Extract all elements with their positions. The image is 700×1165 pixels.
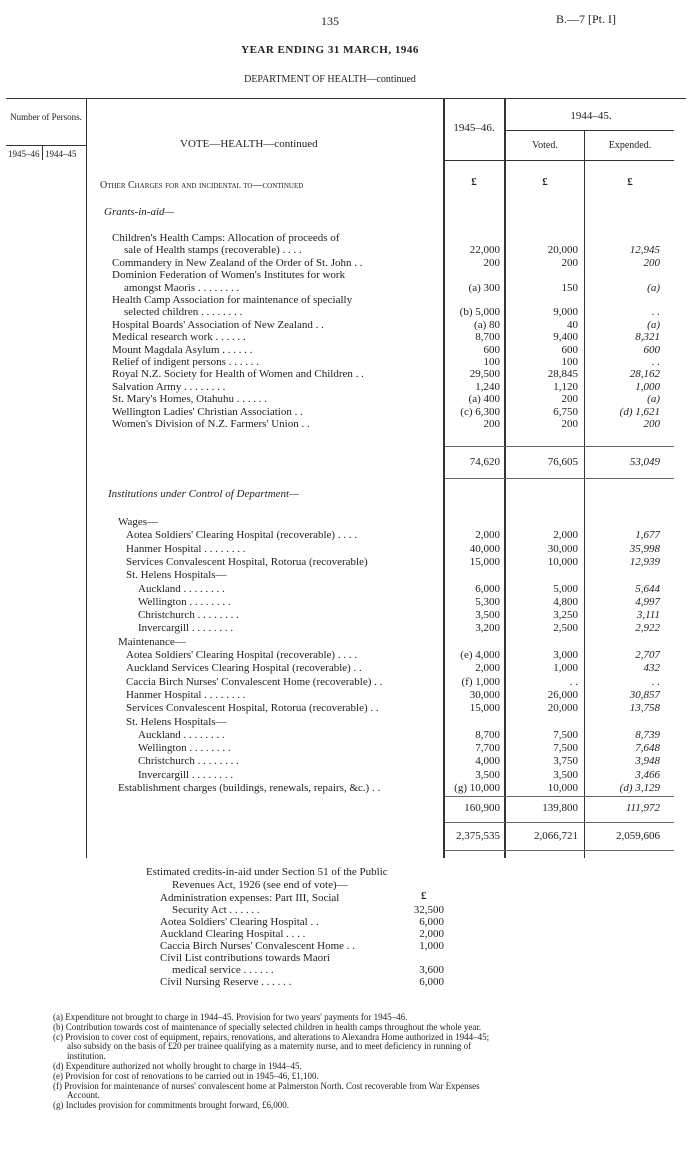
department-subtitle: DEPARTMENT OF HEALTH—continued: [244, 74, 416, 85]
persons-col-1944-45: 1944–45: [45, 149, 77, 159]
institution-row-expended: 12,939: [629, 555, 660, 568]
vote-heading: VOTE—HEALTH—continued: [180, 138, 318, 150]
document-reference: B.—7 [Pt. I]: [556, 12, 616, 26]
grant-row-label: St. Mary's Homes, Otahuhu . . . . . .: [112, 393, 268, 406]
grant-row-label: Royal N.Z. Society for Health of Women and Children . .: [112, 368, 364, 381]
grant-row-expended: 200: [643, 256, 660, 269]
institution-row-expended: 8,739: [635, 728, 660, 741]
grant-row-label: Wellington Ladies' Christian Association . .: [112, 405, 303, 418]
grant-row-est: (a) 400: [468, 393, 500, 406]
institution-row-label: Auckland . . . . . . . .: [138, 582, 225, 595]
grant-row-voted: 200: [561, 418, 578, 430]
grant-row-est: (a) 80: [474, 318, 500, 331]
institution-row-expended: . .: [651, 675, 660, 688]
grants-total-voted: 76,605: [547, 456, 578, 468]
institution-row-label: Maintenance—: [118, 635, 186, 648]
grants-total-bottom-rule: [445, 478, 674, 479]
institution-row-expended: 13,758: [629, 702, 660, 715]
grants-total-rule: [445, 446, 674, 447]
institution-row-expended: 2,922: [635, 622, 660, 635]
institution-row-voted: 30,000: [547, 542, 578, 555]
grant-row-voted: 6,750: [553, 405, 578, 418]
institution-row-voted: 3,750: [553, 755, 578, 768]
institution-row-expended: (d) 3,129: [619, 782, 660, 794]
footnote: (a) Expenditure not brought to charge in 1944–45. Provision for two years' payments for 1945–46.: [53, 1012, 408, 1022]
grant-row-expended: . .: [651, 306, 660, 319]
grand-total-est: 2,375,535: [456, 830, 500, 842]
institution-row-label: Wellington . . . . . . . .: [138, 742, 231, 755]
grant-row-label: amongst Maoris . . . . . . . .: [124, 281, 240, 294]
grant-row-label: Medical research work . . . . . .: [112, 331, 246, 344]
grant-row-label: selected children . . . . . . . .: [124, 306, 243, 319]
credit-row-label: Civil Nursing Reserve . . . . . .: [160, 976, 292, 988]
institution-row-est: 4,000: [475, 755, 500, 768]
institution-row-expended: 3,948: [635, 755, 660, 768]
credit-row-label: Aotea Soldiers' Clearing Hospital . .: [160, 916, 319, 928]
persons-col-1945-46: 1945–46: [8, 149, 40, 159]
grant-row-label: Women's Division of N.Z. Farmers' Union . .: [112, 418, 310, 430]
grant-row-expended: (a): [647, 281, 660, 294]
institution-row-est: 2,000: [475, 529, 500, 542]
other-charges-heading: Other Charges for and incidental to—continued: [100, 180, 304, 191]
institution-row-label: Auckland . . . . . . . .: [138, 728, 225, 741]
grant-row-voted: 20,000: [547, 244, 578, 257]
institution-row-voted: 7,500: [553, 728, 578, 741]
grant-row-label: Hospital Boards' Association of New Zealand . .: [112, 318, 324, 331]
credits-heading-line-2: Revenues Act, 1926 (see end of vote)—: [172, 879, 348, 891]
credit-row-value: 6,000: [419, 916, 444, 928]
institution-row-voted: 3,000: [553, 649, 578, 661]
expended-heading: Expended.: [608, 140, 652, 151]
institution-row-voted: . .: [569, 675, 578, 688]
institution-row-label: Hanmer Hospital . . . . . . . .: [126, 688, 246, 701]
institution-row-label: St. Helens Hospitals—: [126, 569, 227, 582]
grant-row-voted: 1,120: [553, 380, 578, 393]
institutions-heading: Institutions under Control of Department—: [108, 488, 299, 500]
grant-row-est: 200: [483, 418, 500, 430]
institution-row-expended: 35,998: [629, 542, 660, 555]
footnote: also subsidy on the basis of £20 per trainee qualifying as a maternity nurse, and to meet deficiency in running of: [67, 1041, 472, 1052]
grant-row-est: (a) 300: [468, 281, 500, 294]
grant-row-expended: 28,162: [629, 368, 660, 381]
institution-row-label: Christchurch . . . . . . . .: [138, 609, 239, 622]
institution-row-voted: 20,000: [547, 702, 578, 715]
institution-row-voted: 4,800: [553, 595, 578, 608]
currency-symbol-expended: £: [627, 176, 633, 188]
institution-row-voted: 3,500: [553, 768, 578, 781]
grand-total-rule: [445, 822, 674, 823]
institution-row-label: Hanmer Hospital . . . . . . . .: [126, 542, 246, 555]
institution-row-expended: 4,997: [635, 595, 660, 608]
grant-row-voted: 28,845: [547, 368, 578, 381]
credit-row-label: Civil List contributions towards Maori: [160, 952, 330, 964]
grant-row-expended: (a): [647, 318, 660, 331]
footnote: (e) Provision for cost of renovations to be carried out in 1945–46, £1,100.: [53, 1070, 319, 1081]
institution-row-label: St. Helens Hospitals—: [126, 715, 227, 728]
grant-row-expended: (d) 1,621: [619, 405, 660, 418]
grant-row-expended: 600: [643, 343, 660, 356]
currency-symbol-est: £: [471, 176, 477, 188]
institution-row-expended: 1,677: [635, 529, 660, 542]
institutions-total-rule: [445, 796, 674, 797]
grant-row-est: 600: [483, 343, 500, 356]
grant-row-expended: 1,000: [635, 380, 660, 393]
year-subheader-rule: [504, 130, 674, 131]
institution-row-voted: 2,000: [553, 529, 578, 542]
grant-row-voted: 9,400: [553, 331, 578, 344]
persons-rule: [6, 145, 86, 146]
grand-total-voted: 2,066,721: [534, 830, 578, 842]
institution-row-voted: 3,250: [553, 609, 578, 622]
institution-row-label: Services Convalescent Hospital, Rotorua (recoverable): [126, 555, 368, 568]
grant-row-expended: 12,945: [629, 244, 660, 257]
institution-row-expended: 7,648: [635, 742, 660, 755]
credits-heading-line-1: Estimated credits-in-aid under Section 51 of the Public: [146, 866, 388, 878]
institution-row-est: 40,000: [469, 542, 500, 555]
credit-row-value: 6,000: [419, 976, 444, 988]
institution-row-expended: 432: [643, 662, 660, 675]
institutions-total-expended: 111,972: [625, 802, 660, 814]
footnote: (c) Provision to cover cost of equipment, repairs, renovations, and alterations to Alexandra Home authorized in 1944–45;: [53, 1031, 490, 1042]
page-number: 135: [321, 14, 339, 28]
institution-row-est: (f) 1,000: [461, 675, 500, 688]
institution-row-voted: 1,000: [553, 662, 578, 675]
grant-row-label: Children's Health Camps: Allocation of proceeds of: [112, 232, 340, 244]
institution-row-voted: 26,000: [547, 688, 578, 701]
institution-row-est: 2,000: [475, 662, 500, 675]
credit-row-label: Security Act . . . . . .: [172, 904, 260, 916]
footnote: (f) Provision for maintenance of nurses' convalescent home at Palmerston North. Cost recoverable from War Expenses: [53, 1080, 480, 1091]
grant-row-voted: 200: [561, 256, 578, 269]
grant-row-expended: 8,321: [635, 331, 660, 344]
footnote: Account.: [67, 1090, 100, 1101]
institution-row-label: Wages—: [118, 516, 159, 528]
institution-row-label: Auckland Services Clearing Hospital (recoverable) . .: [126, 662, 362, 675]
institution-row-est: 15,000: [469, 702, 500, 715]
institution-row-label: Christchurch . . . . . . . .: [138, 755, 239, 768]
institution-row-est: 15,000: [469, 555, 500, 568]
grant-row-expended: . .: [651, 356, 660, 368]
grant-row-est: 29,500: [469, 368, 500, 381]
institution-row-label: Aotea Soldiers' Clearing Hospital (recoverable) . . . .: [126, 529, 358, 542]
credit-row-label: medical service . . . . . .: [172, 964, 274, 976]
institution-row-est: 3,500: [475, 609, 500, 622]
institution-row-expended: 3,466: [635, 768, 660, 781]
institution-row-voted: 10,000: [547, 782, 578, 794]
number-of-persons-heading: Number of Persons.: [10, 112, 82, 122]
institution-row-label: Invercargill . . . . . . . .: [138, 768, 234, 781]
institutions-total-est: 160,900: [464, 802, 500, 814]
credit-row-label: Auckland Clearing Hospital . . . .: [160, 928, 306, 940]
institution-row-expended: 5,644: [635, 582, 660, 595]
grant-row-label: Mount Magdala Asylum . . . . . .: [112, 343, 253, 356]
institution-row-voted: 10,000: [547, 555, 578, 568]
grant-row-est: 1,240: [475, 380, 500, 393]
grant-row-label: Dominion Federation of Women's Institutes for work: [112, 269, 346, 282]
institutions-total-voted: 139,800: [542, 802, 578, 814]
grant-row-est: (b) 5,000: [459, 306, 500, 319]
voted-heading: Voted.: [532, 140, 558, 151]
grand-total-bottom-rule: [445, 850, 674, 851]
institution-row-est: 30,000: [469, 688, 500, 701]
grant-row-label: Health Camp Association for maintenance of specially: [112, 294, 353, 306]
grant-row-voted: 40: [567, 318, 578, 331]
grant-row-voted: 200: [561, 393, 578, 406]
persons-divider: [42, 145, 43, 160]
institution-row-est: 3,200: [475, 622, 500, 635]
grants-heading: Grants-in-aid—: [104, 206, 175, 218]
institution-row-expended: 30,857: [629, 688, 660, 701]
credit-row-label: Caccia Birch Nurses' Convalescent Home . .: [160, 940, 356, 952]
currency-symbol-voted: £: [542, 176, 548, 188]
grant-row-voted: 100: [561, 356, 578, 368]
footnote: (d) Expenditure authorized not wholly brought to charge in 1944–45.: [53, 1061, 302, 1071]
institution-row-est: (e) 4,000: [460, 649, 500, 661]
institution-row-expended: 3,111: [636, 609, 660, 622]
institution-row-voted: 2,500: [553, 622, 578, 635]
institution-row-est: 3,500: [475, 768, 500, 781]
institution-row-label: Wellington . . . . . . . .: [138, 595, 231, 608]
grant-row-est: 100: [483, 356, 500, 368]
footnote: (b) Contribution towards cost of maintenance of specially selected children in health camps throughout the whole year.: [53, 1021, 482, 1032]
institution-row-label: Establishment charges (buildings, renewals, repairs, &c.) . .: [118, 782, 381, 794]
grant-row-label: Relief of indigent persons . . . . . .: [112, 356, 259, 368]
institution-row-label: Invercargill . . . . . . . .: [138, 622, 234, 635]
credit-row-value: 32,500: [413, 904, 444, 916]
institution-row-est: 8,700: [475, 728, 500, 741]
grants-total-est: 74,620: [469, 456, 500, 468]
footnote: institution.: [67, 1051, 106, 1062]
institution-row-voted: 5,000: [553, 582, 578, 595]
institution-row-label: Aotea Soldiers' Clearing Hospital (recoverable) . . . .: [126, 649, 358, 661]
grand-total-expended: 2,059,606: [616, 830, 660, 842]
grant-row-label: sale of Health stamps (recoverable) . . . .: [124, 244, 302, 257]
grant-row-est: (c) 6,300: [460, 405, 500, 418]
credit-row-label: Administration expenses: Part III, Social: [160, 892, 340, 904]
grant-row-voted: 9,000: [553, 306, 578, 319]
grants-total-expended: 53,049: [629, 456, 660, 468]
credit-row-value: 2,000: [419, 928, 444, 940]
grant-row-expended: (a): [647, 393, 660, 406]
credits-currency: £: [421, 890, 427, 902]
grant-row-est: 22,000: [469, 244, 500, 257]
year-1945-46-heading: 1945–46.: [453, 122, 495, 134]
footnote: (g) Includes provision for commitments brought forward, £6,000.: [53, 1100, 289, 1111]
grant-row-voted: 150: [561, 281, 578, 294]
persons-column-rule: [86, 98, 87, 858]
institution-row-est: 7,700: [475, 742, 500, 755]
institution-row-label: Services Convalescent Hospital, Rotorua (recoverable) . .: [126, 702, 379, 715]
institution-row-label: Caccia Birch Nurses' Convalescent Home (recoverable) . .: [126, 675, 383, 688]
grant-row-est: 8,700: [475, 331, 500, 344]
grant-row-est: 200: [483, 256, 500, 269]
credit-row-value: 3,600: [419, 964, 444, 976]
grant-row-label: Commandery in New Zealand of the Order of St. John . .: [112, 256, 363, 269]
credit-row-value: 1,000: [419, 940, 444, 952]
grant-row-expended: 200: [643, 418, 660, 430]
institution-row-est: 5,300: [475, 595, 500, 608]
grant-row-label: Salvation Army . . . . . . . .: [112, 380, 226, 393]
page-title: YEAR ENDING 31 MARCH, 1946: [241, 44, 419, 56]
institution-row-voted: 7,500: [553, 742, 578, 755]
institution-row-est: 6,000: [475, 582, 500, 595]
year-1944-45-heading: 1944–45.: [570, 110, 612, 122]
grant-row-voted: 600: [561, 343, 578, 356]
column-rule-3: [584, 130, 585, 858]
institution-row-expended: 2,707: [635, 649, 660, 661]
header-bottom-rule: [443, 160, 674, 161]
table-top-rule: [6, 98, 686, 99]
institution-row-est: (g) 10,000: [454, 782, 500, 794]
